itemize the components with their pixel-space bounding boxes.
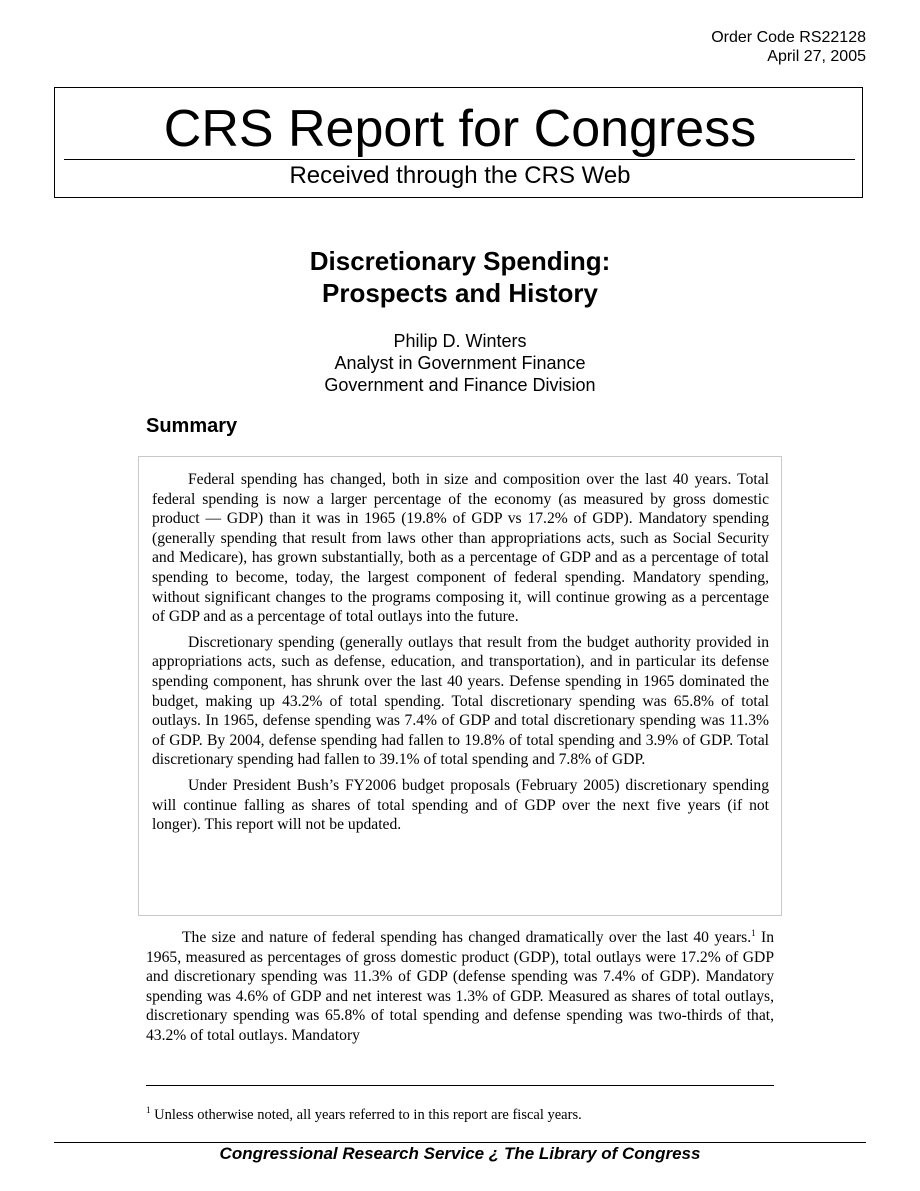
summary-paragraph: Discretionary spending (generally outlays that result from the budget authority provided in appropriations acts, such as defense, education, and transportation), and in particular its defense spending component, has shrunk over the last 40 years. Defense spending in 1965 dominated the budget, making up 43.2% of total spending. Total discretionary spending was 65.8% of total outlays. In 1965, defense spending was 7.4% of GDP and total discretionary spending was 11.3% of GDP. By 2004, defense spending had fallen to 19.8% of total spending and 3.9% of GDP. Total discretionary spending had fallen to 39.1% of total spending and 7.8% of GDP. bbox=[152, 633, 769, 769]
document-title-line-1: Discretionary Spending: bbox=[309, 246, 611, 276]
document-title-line-2: Prospects and History bbox=[322, 278, 598, 308]
footnote-text: Unless otherwise noted, all years referred to in this report are fiscal years. bbox=[150, 1107, 582, 1123]
summary-paragraph: Under President Bush’s FY2006 budget proposals (February 2005) discretionary spending will continue falling as shares of total spending and of GDP over the next five years (if not longer). This report will not be updated. bbox=[152, 776, 769, 834]
report-date: April 27, 2005 bbox=[767, 48, 866, 65]
summary-heading: Summary bbox=[146, 415, 238, 437]
order-code: Order Code RS22128 bbox=[711, 29, 866, 46]
banner-divider bbox=[64, 159, 855, 160]
summary-box bbox=[138, 456, 782, 916]
author-division: Government and Finance Division bbox=[324, 375, 596, 395]
footnote bbox=[146, 1106, 582, 1124]
order-info bbox=[711, 28, 866, 66]
page-footer: Congressional Research Service ¿ The Library of Congress bbox=[219, 1144, 701, 1163]
body-paragraph bbox=[146, 928, 774, 1046]
author-block bbox=[0, 330, 920, 396]
author-title: Analyst in Government Finance bbox=[334, 353, 586, 373]
footnote-reference: 1 bbox=[751, 927, 756, 938]
body-text-start: The size and nature of federal spending has changed dramatically over the last 40 years. bbox=[182, 929, 752, 946]
banner-title: CRS Report for Congress bbox=[163, 100, 757, 158]
banner-subtitle: Received through the CRS Web bbox=[289, 162, 631, 189]
document-title bbox=[0, 245, 920, 309]
footnote-divider bbox=[146, 1085, 774, 1086]
author-name: Philip D. Winters bbox=[393, 331, 527, 351]
summary-paragraph: Federal spending has changed, both in size and composition over the last 40 years. Total federal spending is now a larger percentage of the economy (as measured by gross domestic product — GDP) than it was in 1965 (19.8% of GDP vs 17.2% of GDP). Mandatory spending (generally spending that result from laws other than appropriations acts, such as Social Security and Medicare), has grown substantially, both as a percentage of GDP and as a percentage of total spending to become, today, the largest component of federal spending. Mandatory spending, without significant changes to the programs composing it, will continue growing as a percentage of GDP and as a percentage of total outlays into the future. bbox=[152, 471, 769, 626]
body-text-rest: In 1965, measured as percentages of gross domestic product (GDP), total outlays were 17.2% of GDP and discretionary spending was 11.3% of GDP (defense spending was 7.4% of GDP). Mandatory spending was 4.6% of GDP and net interest was 1.3% of GDP. Measured as shares of total outlays, discretionary spending was 65.8% of total spending and defense spending was two-thirds of that, 43.2% of total outlays. Mandatory bbox=[146, 929, 774, 1044]
footnote-number: 1 bbox=[146, 1105, 151, 1116]
